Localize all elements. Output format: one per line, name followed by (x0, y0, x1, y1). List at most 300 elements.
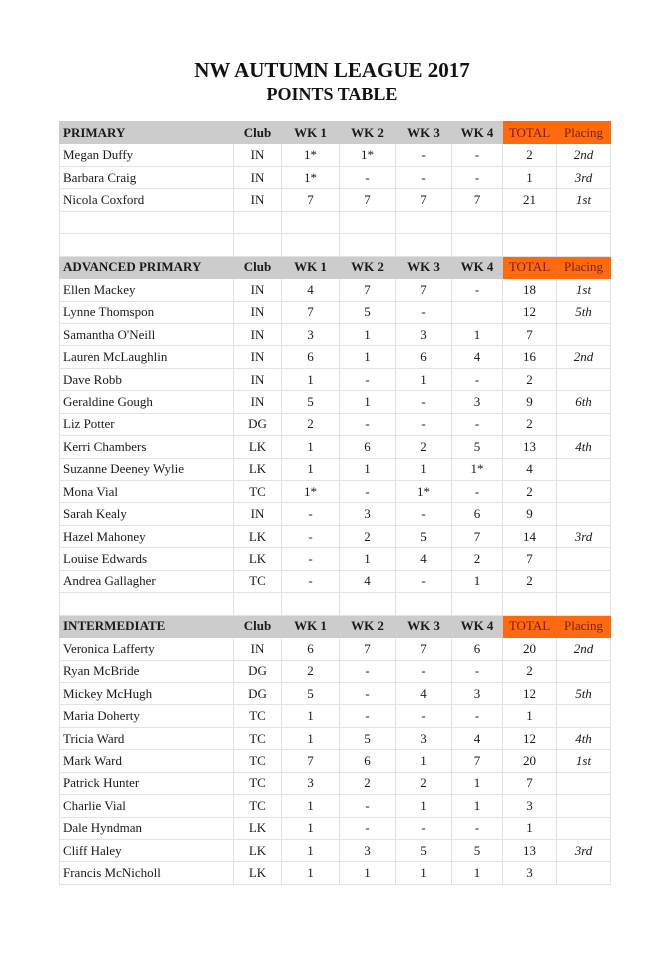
cell-placing (557, 660, 611, 682)
table-row (60, 817, 611, 839)
cell-club: LK (234, 525, 282, 547)
cell-wk4: 7 (452, 750, 503, 772)
cell-wk2: 1 (340, 862, 396, 884)
cell-wk4: 5 (452, 840, 503, 862)
cell-club: IN (234, 323, 282, 345)
cell-wk2: - (340, 817, 396, 839)
cell-wk1: 1 (282, 705, 340, 727)
cell-wk4: 1 (452, 772, 503, 794)
cell-wk4: - (452, 413, 503, 435)
empty-cell (396, 211, 452, 233)
page-title: NW AUTUMN LEAGUE 2017 (194, 58, 470, 82)
cell-wk3: 7 (396, 189, 452, 211)
cell-wk1: 1* (282, 144, 340, 166)
column-header-total: TOTAL (503, 122, 557, 144)
cell-club: IN (234, 346, 282, 368)
cell-club: IN (234, 503, 282, 525)
competitor-name: Tricia Ward (60, 727, 234, 749)
table-row (60, 525, 611, 547)
cell-wk4: 4 (452, 346, 503, 368)
cell-placing: 2nd (557, 346, 611, 368)
empty-cell (234, 593, 282, 615)
cell-wk2: 7 (340, 279, 396, 301)
cell-wk2: 1 (340, 391, 396, 413)
cell-wk4: 2 (452, 548, 503, 570)
cell-wk3: - (396, 144, 452, 166)
column-header-wk1: WK 1 (282, 122, 340, 144)
cell-wk4: 6 (452, 503, 503, 525)
section-header-row (60, 256, 611, 278)
cell-total: 14 (503, 525, 557, 547)
cell-total: 3 (503, 862, 557, 884)
cell-wk4: - (452, 705, 503, 727)
empty-cell (282, 211, 340, 233)
competitor-name: Sarah Kealy (60, 503, 234, 525)
cell-wk2: 1 (340, 346, 396, 368)
cell-wk2: - (340, 166, 396, 188)
empty-cell (60, 593, 234, 615)
table-row (60, 548, 611, 570)
section-title: PRIMARY (60, 122, 234, 144)
cell-wk3: 5 (396, 525, 452, 547)
cell-club: LK (234, 458, 282, 480)
cell-placing: 6th (557, 391, 611, 413)
column-header-wk2: WK 2 (340, 615, 396, 637)
column-header-wk4: WK 4 (452, 615, 503, 637)
table-row (60, 391, 611, 413)
cell-wk2: 1* (340, 144, 396, 166)
column-header-wk4: WK 4 (452, 122, 503, 144)
table-row (60, 795, 611, 817)
cell-placing: 3rd (557, 840, 611, 862)
cell-wk3: - (396, 705, 452, 727)
cell-wk2: - (340, 368, 396, 390)
cell-club: TC (234, 750, 282, 772)
cell-wk4: 5 (452, 436, 503, 458)
cell-total: 1 (503, 817, 557, 839)
cell-wk1: 7 (282, 189, 340, 211)
section-title: INTERMEDIATE (60, 615, 234, 637)
cell-total: 20 (503, 638, 557, 660)
table-row (60, 189, 611, 211)
table-row (60, 840, 611, 862)
cell-wk1: 7 (282, 750, 340, 772)
cell-total: 7 (503, 323, 557, 345)
cell-club: IN (234, 189, 282, 211)
table-row (60, 705, 611, 727)
competitor-name: Andrea Gallagher (60, 570, 234, 592)
empty-cell (452, 593, 503, 615)
empty-cell (234, 211, 282, 233)
cell-club: DG (234, 413, 282, 435)
cell-wk1: 6 (282, 638, 340, 660)
cell-placing: 5th (557, 301, 611, 323)
table-row (60, 682, 611, 704)
cell-club: IN (234, 368, 282, 390)
cell-total: 20 (503, 750, 557, 772)
cell-club: TC (234, 795, 282, 817)
empty-cell (282, 593, 340, 615)
table-row (60, 436, 611, 458)
cell-wk1: 1* (282, 481, 340, 503)
cell-total: 7 (503, 548, 557, 570)
cell-wk4: - (452, 817, 503, 839)
column-header-wk2: WK 2 (340, 256, 396, 278)
cell-wk3: - (396, 503, 452, 525)
empty-cell (60, 211, 234, 233)
empty-cell (340, 211, 396, 233)
cell-total: 3 (503, 795, 557, 817)
cell-placing (557, 772, 611, 794)
cell-wk4: - (452, 166, 503, 188)
column-header-wk2: WK 2 (340, 122, 396, 144)
cell-wk1: 1 (282, 458, 340, 480)
competitor-name: Veronica Lafferty (60, 638, 234, 660)
cell-wk2: 1 (340, 548, 396, 570)
cell-wk2: 2 (340, 772, 396, 794)
cell-wk2: 2 (340, 525, 396, 547)
cell-wk1: 1* (282, 166, 340, 188)
competitor-name: Megan Duffy (60, 144, 234, 166)
empty-cell (557, 211, 611, 233)
cell-wk3: - (396, 817, 452, 839)
cell-wk1: 3 (282, 323, 340, 345)
cell-total: 1 (503, 166, 557, 188)
empty-cell (557, 234, 611, 256)
competitor-name: Kerri Chambers (60, 436, 234, 458)
competitor-name: Lauren McLaughlin (60, 346, 234, 368)
cell-club: TC (234, 570, 282, 592)
cell-wk3: 1 (396, 862, 452, 884)
cell-placing (557, 481, 611, 503)
column-header-club: Club (234, 256, 282, 278)
cell-wk1: 1 (282, 368, 340, 390)
cell-placing (557, 323, 611, 345)
cell-wk3: 1 (396, 750, 452, 772)
table-row (60, 301, 611, 323)
cell-wk2: 4 (340, 570, 396, 592)
cell-placing: 5th (557, 682, 611, 704)
cell-total: 9 (503, 391, 557, 413)
competitor-name: Suzanne Deeney Wylie (60, 458, 234, 480)
section-header-row (60, 122, 611, 144)
cell-wk1: 5 (282, 391, 340, 413)
cell-wk3: - (396, 413, 452, 435)
competitor-name: Geraldine Gough (60, 391, 234, 413)
cell-total: 13 (503, 840, 557, 862)
competitor-name: Lynne Thomspon (60, 301, 234, 323)
empty-cell (557, 593, 611, 615)
cell-placing (557, 548, 611, 570)
cell-total: 4 (503, 458, 557, 480)
cell-total: 12 (503, 727, 557, 749)
cell-wk2: 7 (340, 189, 396, 211)
column-header-wk3: WK 3 (396, 122, 452, 144)
empty-cell (396, 593, 452, 615)
empty-cell (452, 234, 503, 256)
cell-total: 2 (503, 368, 557, 390)
cell-placing: 3rd (557, 525, 611, 547)
empty-cell (60, 234, 234, 256)
cell-wk1: 7 (282, 301, 340, 323)
cell-wk2: - (340, 413, 396, 435)
cell-total: 16 (503, 346, 557, 368)
competitor-name: Samantha O'Neill (60, 323, 234, 345)
cell-wk4 (452, 301, 503, 323)
cell-wk2: 1 (340, 323, 396, 345)
cell-placing (557, 817, 611, 839)
cell-wk1: 1 (282, 840, 340, 862)
blank-row (60, 234, 611, 256)
competitor-name: Dave Robb (60, 368, 234, 390)
cell-total: 12 (503, 301, 557, 323)
cell-placing: 3rd (557, 166, 611, 188)
cell-wk4: - (452, 481, 503, 503)
table-row (60, 346, 611, 368)
cell-placing (557, 503, 611, 525)
cell-wk4: - (452, 368, 503, 390)
cell-club: LK (234, 548, 282, 570)
cell-placing (557, 705, 611, 727)
cell-wk4: 1* (452, 458, 503, 480)
cell-wk1: 3 (282, 772, 340, 794)
cell-wk3: - (396, 391, 452, 413)
cell-placing (557, 795, 611, 817)
cell-wk2: 5 (340, 727, 396, 749)
points-table (59, 121, 611, 885)
table-row (60, 368, 611, 390)
cell-total: 12 (503, 682, 557, 704)
cell-wk2: - (340, 660, 396, 682)
cell-wk3: - (396, 570, 452, 592)
competitor-name: Ryan McBride (60, 660, 234, 682)
cell-wk1: 2 (282, 660, 340, 682)
points-table-body (60, 122, 611, 885)
cell-placing: 1st (557, 750, 611, 772)
competitor-name: Liz Potter (60, 413, 234, 435)
competitor-name: Louise Edwards (60, 548, 234, 570)
competitor-name: Mona Vial (60, 481, 234, 503)
table-row (60, 750, 611, 772)
competitor-name: Hazel Mahoney (60, 525, 234, 547)
cell-total: 21 (503, 189, 557, 211)
cell-wk2: - (340, 795, 396, 817)
cell-wk2: 5 (340, 301, 396, 323)
cell-wk2: 1 (340, 458, 396, 480)
cell-wk4: 1 (452, 795, 503, 817)
cell-total: 9 (503, 503, 557, 525)
cell-wk3: 6 (396, 346, 452, 368)
cell-placing (557, 570, 611, 592)
cell-placing (557, 862, 611, 884)
column-header-wk1: WK 1 (282, 615, 340, 637)
column-header-club: Club (234, 122, 282, 144)
cell-wk2: - (340, 481, 396, 503)
cell-wk1: 5 (282, 682, 340, 704)
empty-cell (234, 234, 282, 256)
empty-cell (503, 593, 557, 615)
cell-wk4: 3 (452, 682, 503, 704)
cell-wk3: 1 (396, 795, 452, 817)
cell-total: 13 (503, 436, 557, 458)
cell-wk3: 3 (396, 727, 452, 749)
cell-wk2: - (340, 682, 396, 704)
empty-cell (396, 234, 452, 256)
section-header-row (60, 615, 611, 637)
table-row (60, 772, 611, 794)
cell-wk1: - (282, 570, 340, 592)
table-row (60, 862, 611, 884)
cell-total: 2 (503, 144, 557, 166)
cell-wk4: - (452, 144, 503, 166)
cell-wk1: 1 (282, 862, 340, 884)
cell-club: IN (234, 301, 282, 323)
empty-cell (503, 234, 557, 256)
empty-cell (452, 211, 503, 233)
competitor-name: Patrick Hunter (60, 772, 234, 794)
empty-cell (340, 593, 396, 615)
cell-wk3: - (396, 166, 452, 188)
cell-wk2: 6 (340, 436, 396, 458)
cell-club: IN (234, 166, 282, 188)
cell-club: LK (234, 817, 282, 839)
cell-wk1: 1 (282, 727, 340, 749)
cell-wk2: 6 (340, 750, 396, 772)
competitor-name: Charlie Vial (60, 795, 234, 817)
table-row (60, 144, 611, 166)
cell-club: LK (234, 840, 282, 862)
cell-wk1: 6 (282, 346, 340, 368)
cell-wk3: 1 (396, 458, 452, 480)
cell-total: 1 (503, 705, 557, 727)
competitor-name: Francis McNicholl (60, 862, 234, 884)
empty-cell (340, 234, 396, 256)
competitor-name: Dale Hyndman (60, 817, 234, 839)
cell-wk3: - (396, 660, 452, 682)
cell-total: 2 (503, 481, 557, 503)
cell-wk4: - (452, 660, 503, 682)
column-header-wk3: WK 3 (396, 256, 452, 278)
column-header-placing: Placing (557, 615, 611, 637)
table-row (60, 570, 611, 592)
cell-club: TC (234, 705, 282, 727)
column-header-club: Club (234, 615, 282, 637)
blank-row (60, 593, 611, 615)
table-row (60, 481, 611, 503)
cell-wk3: 7 (396, 279, 452, 301)
table-row (60, 727, 611, 749)
cell-wk1: 1 (282, 436, 340, 458)
cell-placing (557, 368, 611, 390)
cell-club: TC (234, 772, 282, 794)
cell-wk1: - (282, 525, 340, 547)
cell-club: LK (234, 862, 282, 884)
cell-placing: 4th (557, 727, 611, 749)
cell-club: LK (234, 436, 282, 458)
cell-wk2: 3 (340, 503, 396, 525)
competitor-name: Nicola Coxford (60, 189, 234, 211)
cell-club: DG (234, 682, 282, 704)
cell-wk4: - (452, 279, 503, 301)
empty-cell (503, 211, 557, 233)
table-row (60, 458, 611, 480)
competitor-name: Maria Doherty (60, 705, 234, 727)
column-header-wk3: WK 3 (396, 615, 452, 637)
cell-total: 2 (503, 413, 557, 435)
table-row (60, 638, 611, 660)
cell-club: IN (234, 279, 282, 301)
column-header-placing: Placing (557, 122, 611, 144)
cell-wk1: - (282, 548, 340, 570)
competitor-name: Ellen Mackey (60, 279, 234, 301)
cell-wk2: - (340, 705, 396, 727)
cell-wk2: 7 (340, 638, 396, 660)
cell-placing (557, 413, 611, 435)
cell-placing: 2nd (557, 638, 611, 660)
cell-wk4: 7 (452, 525, 503, 547)
cell-club: IN (234, 391, 282, 413)
cell-placing: 1st (557, 279, 611, 301)
cell-wk3: 4 (396, 682, 452, 704)
competitor-name: Mickey McHugh (60, 682, 234, 704)
table-row (60, 279, 611, 301)
cell-wk4: 7 (452, 189, 503, 211)
cell-wk3: 2 (396, 772, 452, 794)
cell-wk3: - (396, 301, 452, 323)
cell-wk3: 1* (396, 481, 452, 503)
section-title: ADVANCED PRIMARY (60, 256, 234, 278)
cell-wk1: 1 (282, 795, 340, 817)
cell-club: DG (234, 660, 282, 682)
cell-total: 7 (503, 772, 557, 794)
column-header-wk4: WK 4 (452, 256, 503, 278)
cell-wk4: 1 (452, 323, 503, 345)
cell-club: IN (234, 144, 282, 166)
column-header-total: TOTAL (503, 615, 557, 637)
cell-club: TC (234, 727, 282, 749)
cell-wk1: - (282, 503, 340, 525)
table-row (60, 166, 611, 188)
cell-wk3: 3 (396, 323, 452, 345)
cell-wk4: 4 (452, 727, 503, 749)
page-subtitle: POINTS TABLE (266, 84, 398, 104)
competitor-name: Barbara Craig (60, 166, 234, 188)
competitor-name: Cliff Haley (60, 840, 234, 862)
column-header-total: TOTAL (503, 256, 557, 278)
empty-cell (282, 234, 340, 256)
cell-club: TC (234, 481, 282, 503)
cell-wk3: 4 (396, 548, 452, 570)
cell-total: 18 (503, 279, 557, 301)
table-row (60, 660, 611, 682)
table-row (60, 413, 611, 435)
cell-placing: 4th (557, 436, 611, 458)
cell-wk3: 1 (396, 368, 452, 390)
cell-wk1: 4 (282, 279, 340, 301)
cell-wk3: 5 (396, 840, 452, 862)
cell-placing: 1st (557, 189, 611, 211)
cell-wk4: 3 (452, 391, 503, 413)
cell-placing: 2nd (557, 144, 611, 166)
cell-placing (557, 458, 611, 480)
cell-wk4: 6 (452, 638, 503, 660)
cell-total: 2 (503, 570, 557, 592)
cell-wk3: 2 (396, 436, 452, 458)
cell-wk3: 7 (396, 638, 452, 660)
table-row (60, 503, 611, 525)
column-header-wk1: WK 1 (282, 256, 340, 278)
table-row (60, 323, 611, 345)
